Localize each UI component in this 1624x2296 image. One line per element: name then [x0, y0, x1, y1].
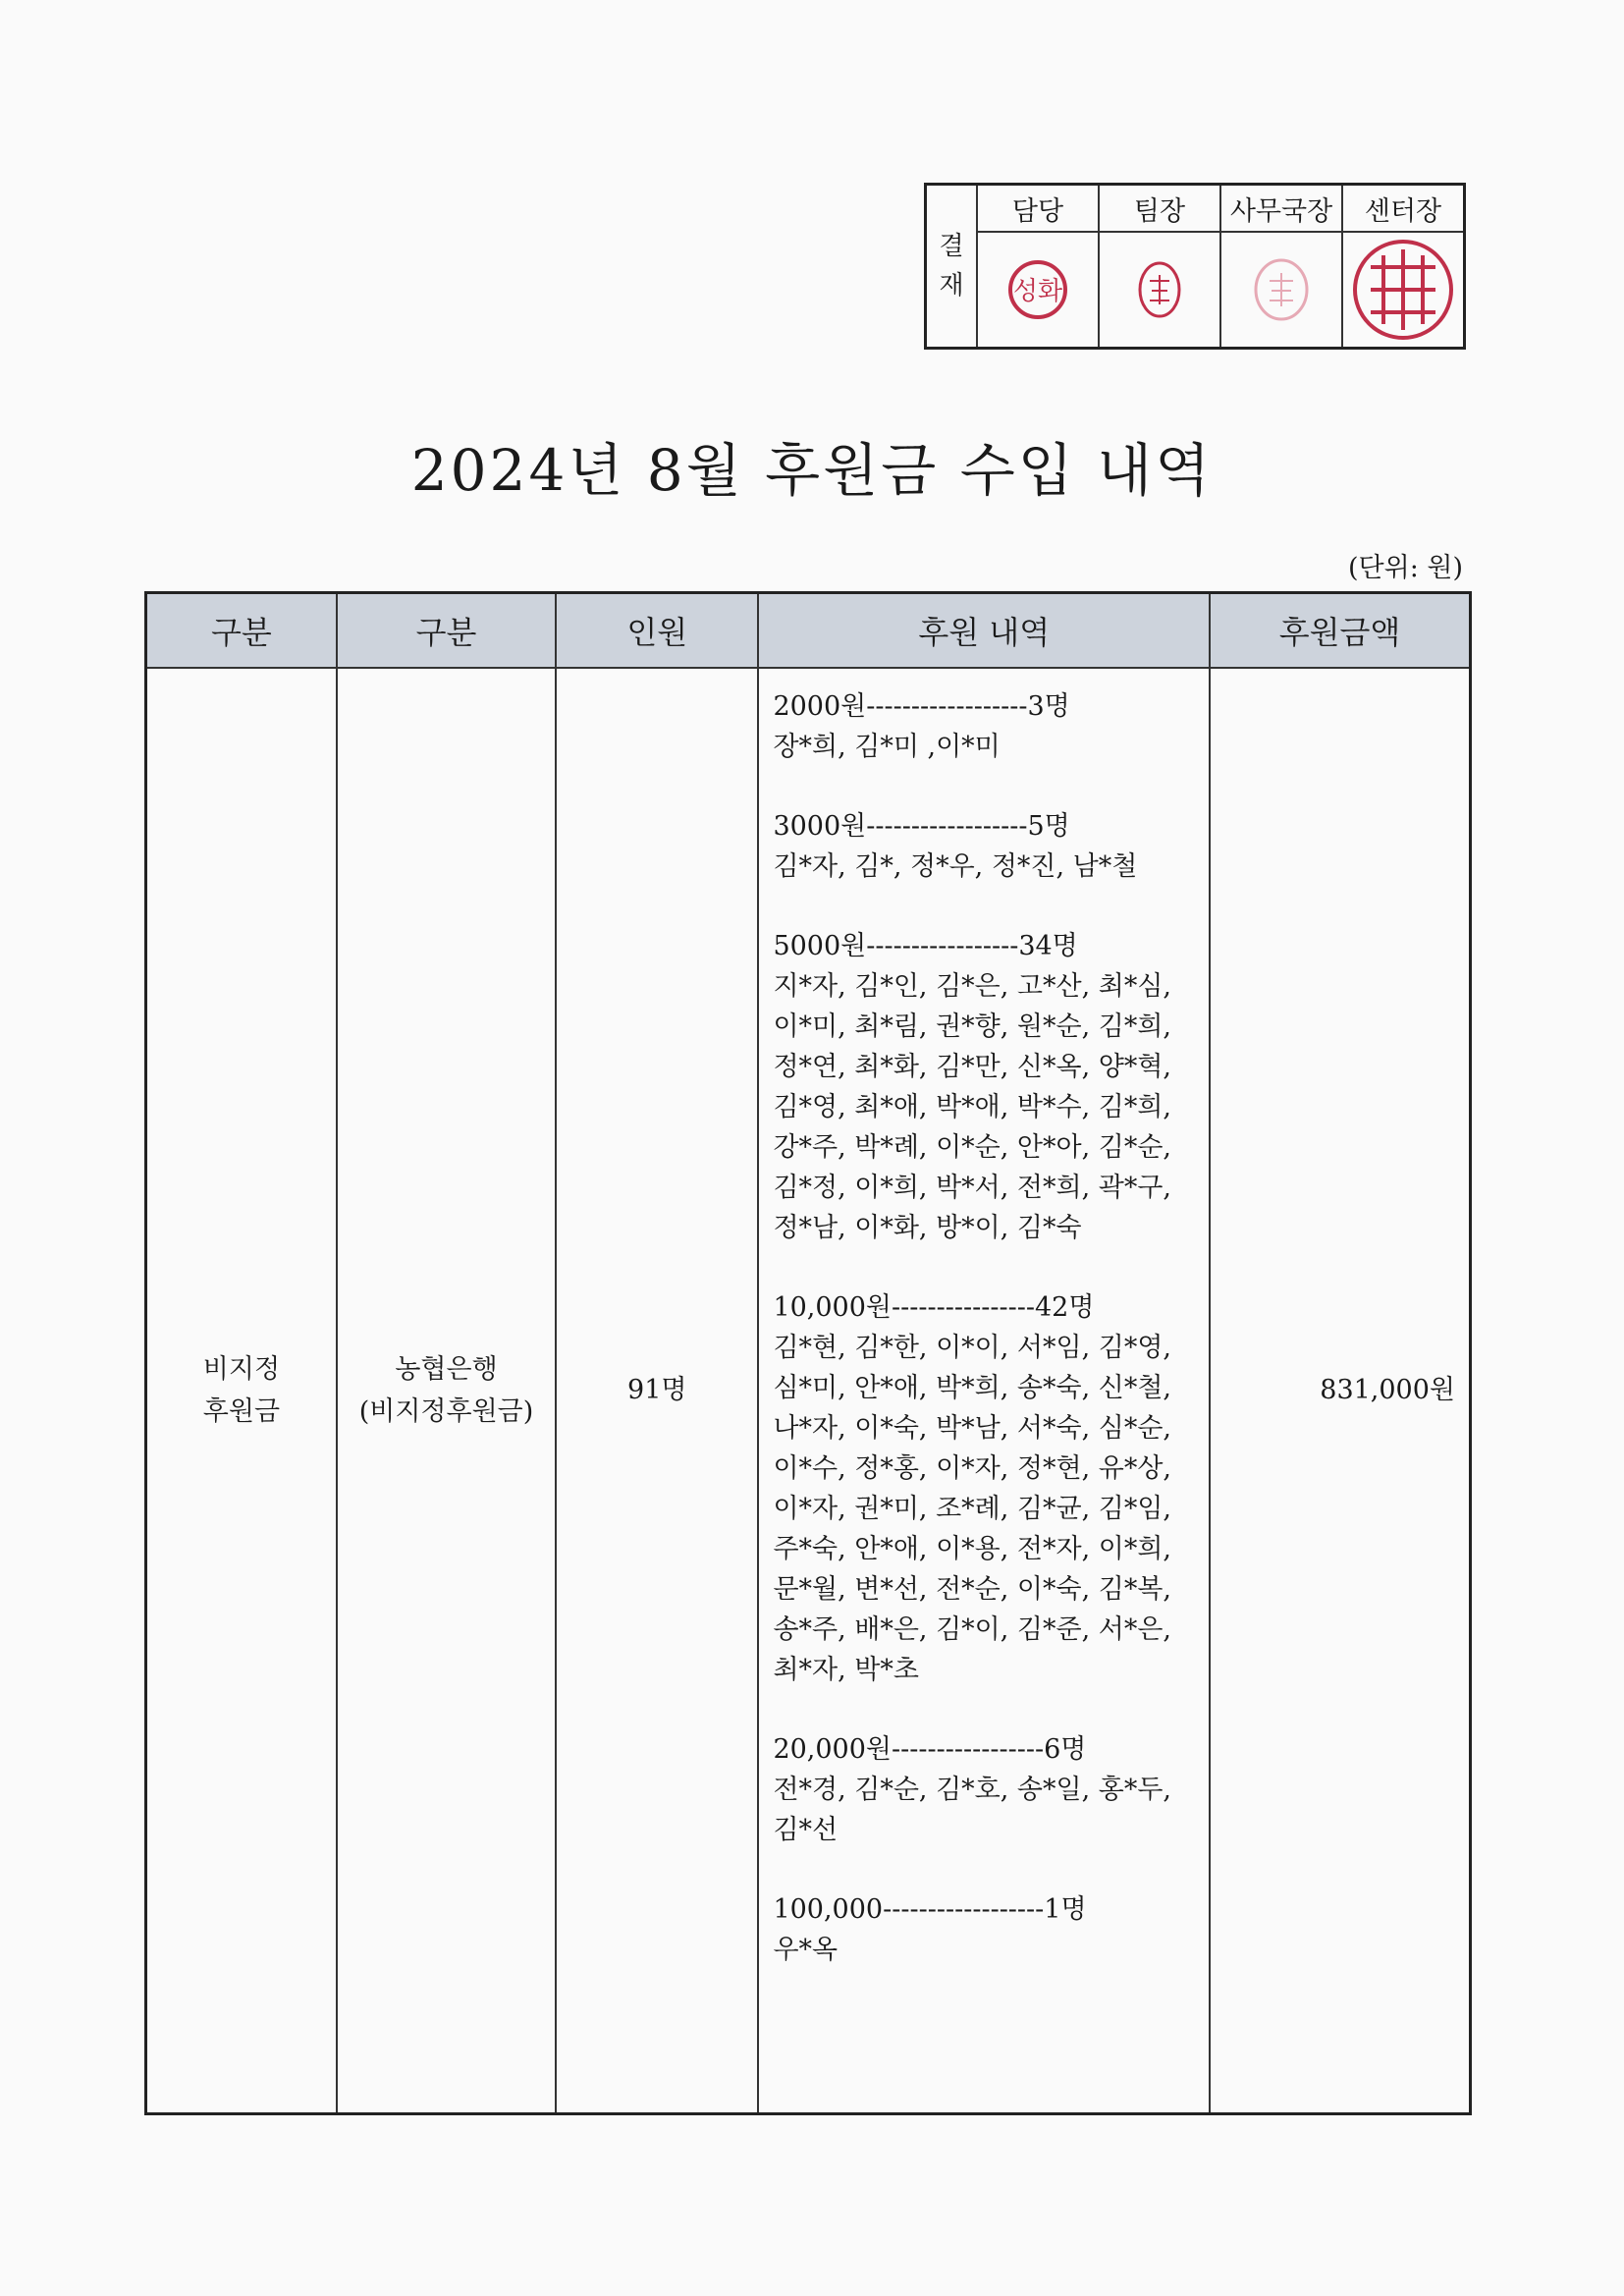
donation-group — [773, 1889, 1193, 1970]
approval-col-secretary-general: 사무국장 — [1220, 185, 1342, 233]
group-amount-line: 3000원------------------5명 — [773, 811, 1070, 842]
seal-stamp-icon — [1136, 259, 1183, 320]
group-donor-names: 장*희, 김*미 ,이*미 — [773, 732, 1001, 762]
table-header-row — [146, 593, 1471, 669]
cell-amount: 831,000원 — [1210, 668, 1470, 2113]
cell-details — [758, 668, 1210, 2113]
approval-col-team-leader: 팀장 — [1099, 185, 1220, 233]
header-account: 구분 — [337, 593, 556, 669]
svg-text:성화: 성화 — [1012, 277, 1063, 306]
seal-stamp-icon — [1006, 258, 1069, 321]
approval-side-label: 결 재 — [926, 185, 978, 349]
approval-sign-secretary-general — [1220, 232, 1342, 349]
cell-account: 농협은행 (비지정후원금) — [337, 668, 556, 2113]
group-amount-line: 10,000원----------------42명 — [773, 1292, 1095, 1323]
donation-group — [773, 686, 1193, 767]
donation-group — [773, 926, 1193, 1248]
approval-sign-staff — [977, 232, 1099, 349]
group-donor-names: 우*옥 — [773, 1935, 839, 1965]
header-amount: 후원금액 — [1210, 593, 1470, 669]
cell-count: 91명 — [556, 668, 758, 2113]
table-row — [146, 668, 1471, 2113]
unit-label: (단위: 원) — [1348, 553, 1463, 583]
group-amount-line: 20,000원-----------------6명 — [773, 1734, 1087, 1765]
donation-income-table — [144, 591, 1472, 2115]
cell-category: 비지정 후원금 — [146, 668, 337, 2113]
group-donor-names: 김*현, 김*한, 이*이, 서*임, 김*영, 심*미, 안*애, 박*희, 송*숙, 신*철, 나*자, 이*숙, 박*남, 서*숙, 심*순, 이*수, 정*홍, 이*자, 정*현, 유*상, 이*자, 권*미, 조*례, 김*균, 김*임, 주*숙, 안*애, 이*용, 전*자, 이*희, 문*월, 변*선, 전*순, 이*숙, 김*복, 송*주, 배*은, 김*이, 김*준, 서*은, 최*자, 박*초 — [773, 1333, 1171, 1685]
header-count: 인원 — [556, 593, 758, 669]
donation-group — [773, 1729, 1193, 1850]
group-donor-names: 전*경, 김*순, 김*호, 송*일, 홍*두, 김*선 — [773, 1775, 1171, 1845]
group-donor-names: 김*자, 김*, 정*우, 정*진, 남*철 — [773, 851, 1138, 882]
seal-stamp-icon — [1252, 257, 1311, 322]
approval-box — [924, 183, 1466, 350]
group-amount-line: 100,000------------------1명 — [773, 1894, 1087, 1925]
approval-col-staff: 담당 — [977, 185, 1099, 233]
group-amount-line: 5000원-----------------34명 — [773, 931, 1078, 961]
header-category: 구분 — [146, 593, 337, 669]
group-amount-line: 2000원------------------3명 — [773, 691, 1070, 722]
group-donor-names: 지*자, 김*인, 김*은, 고*산, 최*심, 이*미, 최*림, 권*향, 원*순, 김*희, 정*연, 최*화, 김*만, 신*옥, 양*혁, 김*영, 최*애, 박*애, 박*수, 김*희, 강*주, 박*례, 이*순, 안*아, 김*순, 김*정, 이*희, 박*서, 전*희, 곽*구, 정*남, 이*화, 방*이, 김*숙 — [773, 971, 1171, 1243]
seal-stamp-icon — [1349, 238, 1457, 342]
donation-group — [773, 1287, 1193, 1690]
page-title: 2024년 8월 후원금 수입 내역 — [410, 437, 1214, 504]
header-details: 후원 내역 — [758, 593, 1210, 669]
approval-sign-center-director — [1342, 232, 1465, 349]
approval-col-center-director: 센터장 — [1342, 185, 1465, 233]
approval-sign-team-leader — [1099, 232, 1220, 349]
donation-group — [773, 806, 1193, 887]
